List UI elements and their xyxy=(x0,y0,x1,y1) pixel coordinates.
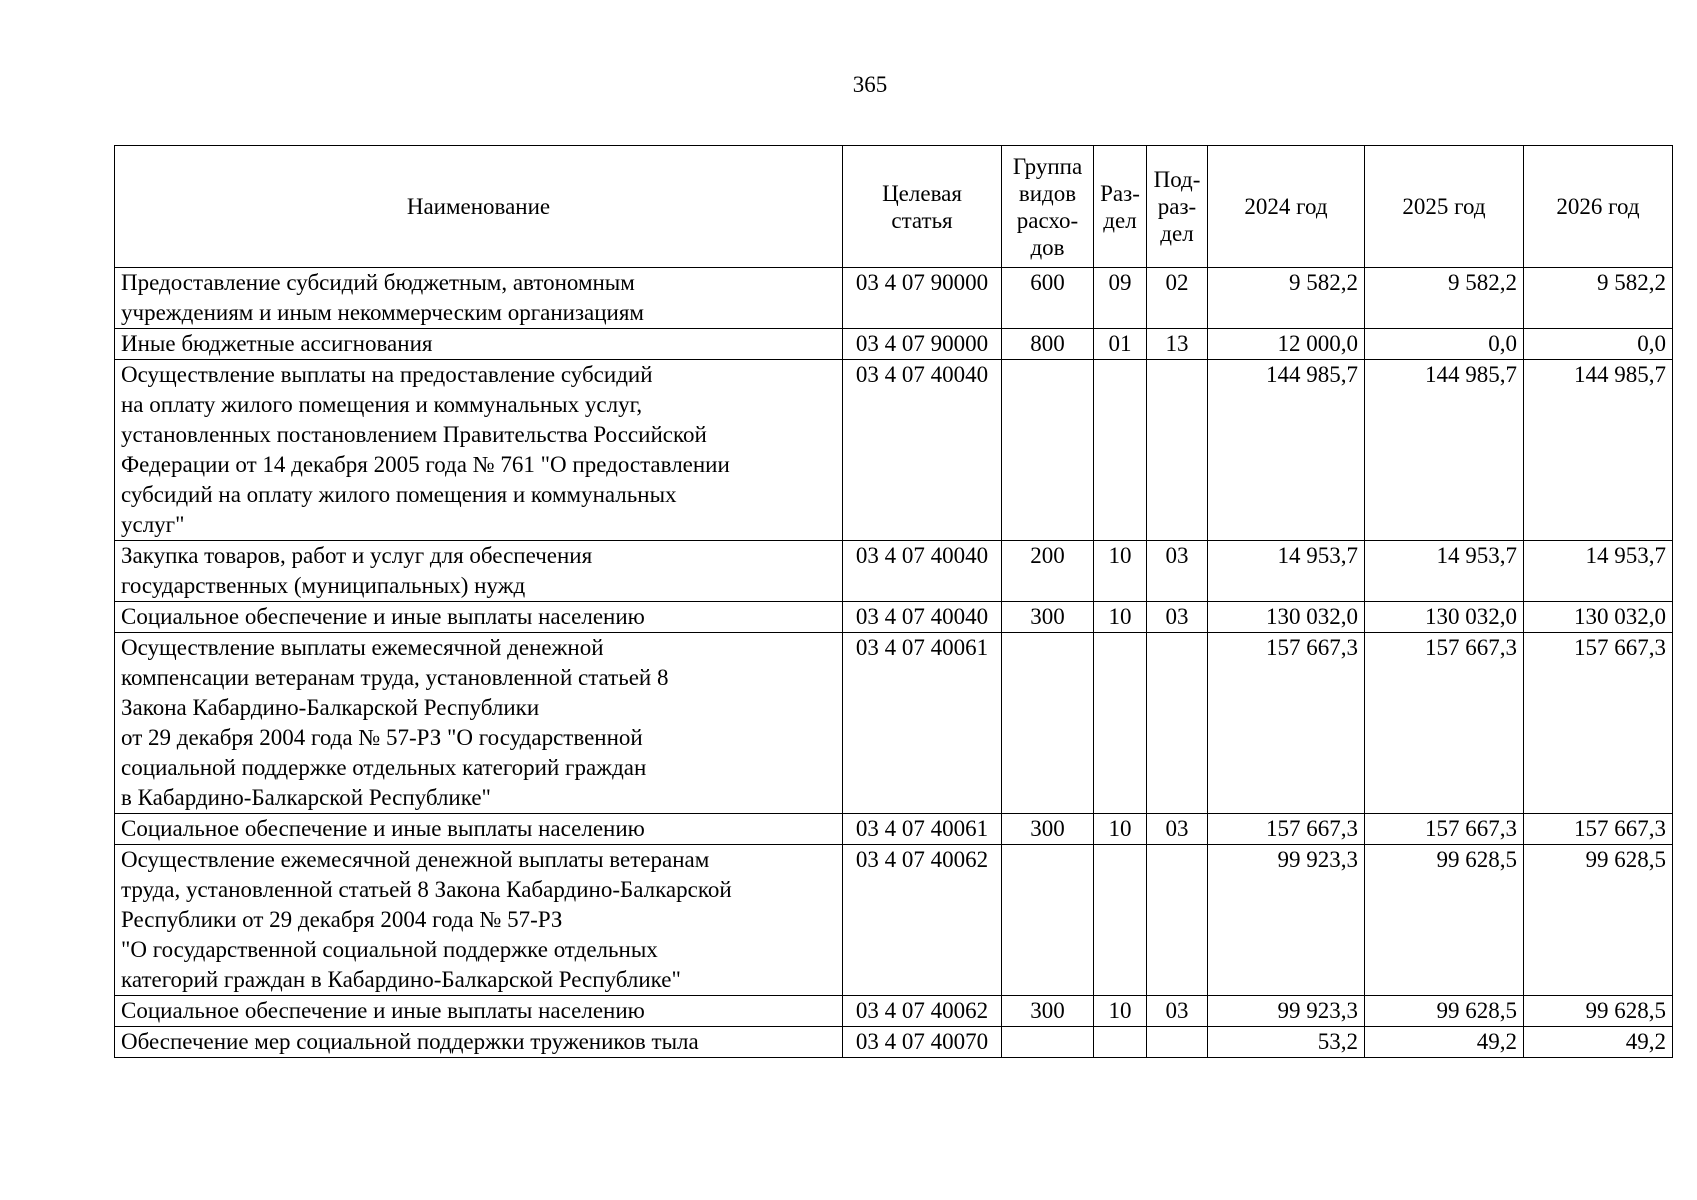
cell-amount-2025: 157 667,3 xyxy=(1365,814,1524,845)
cell-name xyxy=(115,633,843,814)
cell-section: 09 xyxy=(1094,268,1147,329)
cell-name xyxy=(115,541,843,602)
cell-section xyxy=(1094,845,1147,996)
cell-target-article: 03 4 07 40040 xyxy=(843,360,1002,541)
cell-expense-group: 300 xyxy=(1002,602,1094,633)
cell-expense-group xyxy=(1002,633,1094,814)
cell-name-line: Социальное обеспечение и иные выплаты населению xyxy=(121,816,645,841)
cell-name-line: на оплату жилого помещения и коммунальных услуг, xyxy=(121,392,643,417)
cell-amount-2025: 9 582,2 xyxy=(1365,268,1524,329)
cell-subsection xyxy=(1147,360,1208,541)
cell-section xyxy=(1094,360,1147,541)
cell-amount-2024: 99 923,3 xyxy=(1208,996,1365,1027)
cell-name-line: Предоставление субсидий бюджетным, автономным xyxy=(121,270,635,295)
cell-name-line: компенсации ветеранам труда, установленной статьей 8 xyxy=(121,665,669,690)
cell-name-line: услуг" xyxy=(121,512,185,537)
cell-expense-group: 300 xyxy=(1002,996,1094,1027)
cell-amount-2026: 144 985,7 xyxy=(1524,360,1673,541)
cell-name-line: от 29 декабря 2004 года № 57-РЗ "О государственной xyxy=(121,725,643,750)
table-row xyxy=(115,996,1673,1027)
cell-amount-2025: 157 667,3 xyxy=(1365,633,1524,814)
cell-expense-group: 600 xyxy=(1002,268,1094,329)
cell-amount-2024: 99 923,3 xyxy=(1208,845,1365,996)
cell-name-line: Социальное обеспечение и иные выплаты населению xyxy=(121,998,645,1023)
cell-name-line: Республики от 29 декабря 2004 года № 57-РЗ xyxy=(121,907,563,932)
page-number: 365 xyxy=(852,72,888,97)
cell-amount-2026: 9 582,2 xyxy=(1524,268,1673,329)
cell-amount-2025: 99 628,5 xyxy=(1365,996,1524,1027)
header-group-line: расхо- xyxy=(1016,207,1079,233)
header-row xyxy=(115,146,1673,268)
cell-expense-group: 800 xyxy=(1002,329,1094,360)
cell-expense-group: 300 xyxy=(1002,814,1094,845)
header-subsection xyxy=(1147,146,1208,268)
cell-name xyxy=(115,360,843,541)
cell-target-article: 03 4 07 40040 xyxy=(843,602,1002,633)
cell-subsection xyxy=(1147,1027,1208,1058)
cell-name-line: Осуществление ежемесячной денежной выплаты ветеранам xyxy=(121,847,710,872)
table-body xyxy=(115,268,1673,1058)
cell-name xyxy=(115,814,843,845)
header-target-line: статья xyxy=(891,207,953,233)
table-row xyxy=(115,1027,1673,1058)
table-row xyxy=(115,814,1673,845)
cell-section xyxy=(1094,633,1147,814)
cell-target-article: 03 4 07 40070 xyxy=(843,1027,1002,1058)
cell-section xyxy=(1094,1027,1147,1058)
cell-amount-2025: 144 985,7 xyxy=(1365,360,1524,541)
cell-name xyxy=(115,1027,843,1058)
cell-name xyxy=(115,602,843,633)
cell-amount-2026: 157 667,3 xyxy=(1524,814,1673,845)
header-expense-group xyxy=(1002,146,1094,268)
cell-expense-group xyxy=(1002,845,1094,996)
budget-table xyxy=(114,145,1673,1058)
cell-amount-2026: 99 628,5 xyxy=(1524,845,1673,996)
cell-amount-2026: 157 667,3 xyxy=(1524,633,1673,814)
cell-amount-2025: 130 032,0 xyxy=(1365,602,1524,633)
cell-name-line: Закона Кабардино-Балкарской Республики xyxy=(121,695,540,720)
cell-target-article: 03 4 07 90000 xyxy=(843,329,1002,360)
header-subsection-line: Под- xyxy=(1153,167,1201,192)
table-row xyxy=(115,602,1673,633)
cell-name-line: Обеспечение мер социальной поддержки тружеников тыла xyxy=(121,1029,699,1054)
cell-name xyxy=(115,329,843,360)
header-section xyxy=(1094,146,1147,268)
cell-amount-2025: 49,2 xyxy=(1365,1027,1524,1058)
cell-name xyxy=(115,996,843,1027)
header-year-2024: 2024 год xyxy=(1208,146,1365,268)
cell-subsection: 03 xyxy=(1147,996,1208,1027)
table-row xyxy=(115,541,1673,602)
header-section-line: Раз- xyxy=(1100,180,1140,206)
cell-name-line: Федерации от 14 декабря 2005 года № 761 "О предоставлении xyxy=(121,452,730,477)
header-target-article xyxy=(843,146,1002,268)
cell-amount-2024: 157 667,3 xyxy=(1208,633,1365,814)
table-row xyxy=(115,329,1673,360)
cell-section: 10 xyxy=(1094,814,1147,845)
cell-expense-group xyxy=(1002,1027,1094,1058)
cell-amount-2024: 130 032,0 xyxy=(1208,602,1365,633)
cell-name-line: труда, установленной статьей 8 Закона Кабардино-Балкарской xyxy=(121,877,732,902)
cell-amount-2024: 53,2 xyxy=(1208,1027,1365,1058)
cell-name-line: Иные бюджетные ассигнования xyxy=(121,331,433,356)
table-row xyxy=(115,268,1673,329)
cell-name xyxy=(115,268,843,329)
table-row xyxy=(115,845,1673,996)
cell-target-article: 03 4 07 90000 xyxy=(843,268,1002,329)
cell-subsection xyxy=(1147,845,1208,996)
cell-amount-2025: 0,0 xyxy=(1365,329,1524,360)
header-group-line: дов xyxy=(1030,234,1065,260)
table-row xyxy=(115,633,1673,814)
cell-amount-2024: 9 582,2 xyxy=(1208,268,1365,329)
header-group-line: видов xyxy=(1018,180,1077,206)
cell-name-line: учреждениям и иным некоммерческим организациям xyxy=(121,300,644,325)
cell-section: 10 xyxy=(1094,541,1147,602)
cell-name-line: категорий граждан в Кабардино-Балкарской Республике" xyxy=(121,967,681,992)
cell-amount-2025: 99 628,5 xyxy=(1365,845,1524,996)
cell-name-line: в Кабардино-Балкарской Республике" xyxy=(121,785,491,810)
cell-subsection: 13 xyxy=(1147,329,1208,360)
header-group-line: Группа xyxy=(1012,153,1083,179)
cell-subsection xyxy=(1147,633,1208,814)
cell-name xyxy=(115,845,843,996)
cell-amount-2024: 14 953,7 xyxy=(1208,541,1365,602)
cell-section: 10 xyxy=(1094,996,1147,1027)
cell-amount-2024: 144 985,7 xyxy=(1208,360,1365,541)
cell-name-line: "О государственной социальной поддержке отдельных xyxy=(121,937,658,962)
cell-subsection: 03 xyxy=(1147,814,1208,845)
header-target-line: Целевая xyxy=(882,180,962,206)
header-name: Наименование xyxy=(115,146,843,268)
header-year-2026: 2026 год xyxy=(1524,146,1673,268)
cell-expense-group: 200 xyxy=(1002,541,1094,602)
cell-amount-2024: 12 000,0 xyxy=(1208,329,1365,360)
cell-name-line: субсидий на оплату жилого помещения и коммунальных xyxy=(121,482,677,507)
cell-target-article: 03 4 07 40062 xyxy=(843,845,1002,996)
cell-name-line: Социальное обеспечение и иные выплаты населению xyxy=(121,604,645,629)
cell-amount-2026: 14 953,7 xyxy=(1524,541,1673,602)
cell-name-line: Осуществление выплаты ежемесячной денежной xyxy=(121,635,604,660)
cell-subsection: 03 xyxy=(1147,602,1208,633)
header-subsection-line: дел xyxy=(1160,221,1194,246)
cell-amount-2026: 99 628,5 xyxy=(1524,996,1673,1027)
cell-name-line: социальной поддержке отдельных категорий граждан xyxy=(121,755,647,780)
cell-amount-2026: 130 032,0 xyxy=(1524,602,1673,633)
cell-target-article: 03 4 07 40040 xyxy=(843,541,1002,602)
cell-target-article: 03 4 07 40061 xyxy=(843,633,1002,814)
header-section-line: дел xyxy=(1103,207,1137,233)
cell-amount-2026: 0,0 xyxy=(1524,329,1673,360)
cell-name-line: государственных (муниципальных) нужд xyxy=(121,573,526,598)
cell-subsection: 02 xyxy=(1147,268,1208,329)
cell-subsection: 03 xyxy=(1147,541,1208,602)
cell-expense-group xyxy=(1002,360,1094,541)
cell-name-line: Закупка товаров, работ и услуг для обеспечения xyxy=(121,543,593,568)
cell-target-article: 03 4 07 40062 xyxy=(843,996,1002,1027)
cell-target-article: 03 4 07 40061 xyxy=(843,814,1002,845)
cell-section: 10 xyxy=(1094,602,1147,633)
header-year-2025: 2025 год xyxy=(1365,146,1524,268)
cell-name-line: Осуществление выплаты на предоставление субсидий xyxy=(121,362,653,387)
cell-amount-2026: 49,2 xyxy=(1524,1027,1673,1058)
cell-name-line: установленных постановлением Правительства Российской xyxy=(121,422,707,447)
cell-amount-2025: 14 953,7 xyxy=(1365,541,1524,602)
cell-amount-2024: 157 667,3 xyxy=(1208,814,1365,845)
table-row xyxy=(115,360,1673,541)
header-subsection-line: раз- xyxy=(1157,194,1197,219)
cell-section: 01 xyxy=(1094,329,1147,360)
